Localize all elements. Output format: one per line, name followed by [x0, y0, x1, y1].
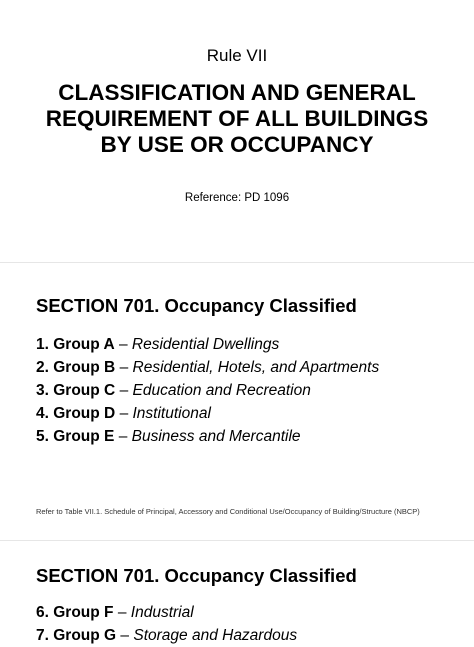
page-title: CLASSIFICATION AND GENERAL REQUIREMENT OF ALL BUILDINGS BY USE OR OCCUPANCY	[45, 80, 429, 157]
table-reference-note: Refer to Table VII.1. Schedule of Principal, Accessory and Conditional Use/Occupancy of Building/Structure (NBCP)	[36, 507, 420, 516]
item-number: 5.	[36, 428, 49, 445]
item-number: 3.	[36, 382, 49, 399]
dash: –	[117, 604, 127, 621]
section-title: SECTION 701. Occupancy Classified	[36, 565, 357, 586]
group-description: Storage and Hazardous	[133, 627, 298, 644]
group-description: Institutional	[132, 405, 211, 422]
group-description: Residential, Hotels, and Apartments	[132, 359, 380, 376]
rule-label: Rule VII	[206, 46, 268, 65]
group-description: Industrial	[130, 604, 194, 621]
reference-text: Reference: PD 1096	[184, 192, 290, 204]
list-item	[36, 333, 379, 356]
item-number: 6.	[36, 604, 49, 621]
list-item	[36, 402, 379, 425]
list-item	[36, 601, 297, 624]
item-number: 7.	[36, 627, 49, 644]
dash: –	[119, 405, 129, 422]
group-description: Residential Dwellings	[131, 336, 280, 353]
dash: –	[118, 428, 128, 445]
group-name: Group C	[53, 382, 116, 399]
section-slide-1	[0, 262, 474, 475]
list-item	[36, 379, 379, 402]
item-number: 2.	[36, 359, 49, 376]
item-number: 1.	[36, 336, 49, 353]
dash: –	[118, 336, 128, 353]
dash: –	[120, 627, 130, 644]
group-description: Business and Mercantile	[131, 428, 301, 445]
section-slide-2	[0, 540, 474, 644]
group-name: Group G	[53, 627, 117, 644]
list-item	[36, 356, 379, 379]
list-item	[36, 624, 297, 647]
item-number: 4.	[36, 405, 49, 422]
group-list	[36, 601, 297, 647]
group-name: Group E	[53, 428, 115, 445]
group-description: Education and Recreation	[132, 382, 311, 399]
dash: –	[119, 382, 129, 399]
group-name: Group F	[53, 604, 114, 621]
group-list	[36, 333, 379, 448]
title-slide	[0, 0, 474, 262]
group-name: Group D	[53, 405, 116, 422]
section-title: SECTION 701. Occupancy Classified	[36, 295, 357, 316]
group-name: Group B	[53, 359, 116, 376]
group-name: Group A	[53, 336, 115, 353]
dash: –	[119, 359, 129, 376]
list-item	[36, 425, 379, 448]
